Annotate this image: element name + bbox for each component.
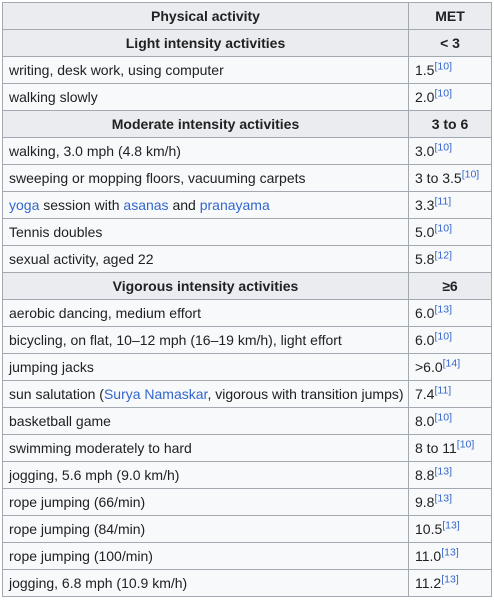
activity-cell	[3, 543, 409, 570]
activity-text: jumping jacks	[9, 359, 94, 375]
activity-text: sexual activity, aged 22	[9, 251, 154, 267]
activity-text: walking, 3.0 mph (4.8 km/h)	[9, 143, 181, 159]
activity-link[interactable]: pranayama	[199, 197, 270, 213]
met-value: 10.5	[415, 521, 443, 537]
reference-link[interactable]: [13]	[442, 519, 460, 532]
reference-link[interactable]: [10]	[434, 411, 452, 424]
met-value-cell	[409, 219, 492, 246]
section-header-row	[3, 111, 492, 138]
section-header-row	[3, 273, 492, 300]
met-value: 6.0	[415, 305, 435, 321]
activity-link[interactable]: asanas	[123, 197, 169, 213]
met-value-cell	[409, 327, 492, 354]
activity-text: , vigorous with transition jumps)	[207, 386, 404, 402]
activity-text: writing, desk work, using computer	[9, 62, 224, 78]
section-title: Vigorous intensity activities	[3, 273, 409, 300]
activity-text: session with	[39, 197, 124, 213]
table-row	[3, 435, 492, 462]
activity-text: sweeping or mopping floors, vacuuming carpets	[9, 170, 306, 186]
met-value-cell	[409, 57, 492, 84]
met-value: 8.0	[415, 413, 435, 429]
met-value-cell	[409, 300, 492, 327]
table-row	[3, 219, 492, 246]
reference-link[interactable]: [13]	[434, 465, 452, 478]
table-row	[3, 300, 492, 327]
met-value: 2.0	[415, 89, 435, 105]
table-row	[3, 84, 492, 111]
met-value-cell	[409, 516, 492, 543]
met-value: 3 to 3.5	[415, 170, 462, 186]
met-value: 6.0	[415, 332, 435, 348]
reference-link[interactable]: [11]	[434, 384, 452, 397]
met-value: 8.8	[415, 467, 435, 483]
table-row	[3, 165, 492, 192]
activity-cell	[3, 165, 409, 192]
table-row	[3, 381, 492, 408]
activity-cell	[3, 408, 409, 435]
met-value-cell	[409, 543, 492, 570]
table-row	[3, 246, 492, 273]
reference-link[interactable]: [10]	[434, 87, 452, 100]
reference-link[interactable]: [13]	[434, 303, 452, 316]
reference-link[interactable]: [13]	[441, 546, 459, 559]
activity-text: walking slowly	[9, 89, 98, 105]
section-met-range: < 3	[409, 30, 492, 57]
met-value-cell	[409, 165, 492, 192]
activity-text: swimming moderately to hard	[9, 440, 192, 456]
table-row	[3, 192, 492, 219]
met-value: 3.0	[415, 143, 435, 159]
table-header-row	[3, 3, 492, 30]
met-value: >6.0	[415, 359, 443, 375]
met-value: 3.3	[415, 197, 435, 213]
activity-text: Tennis doubles	[9, 224, 103, 240]
section-title: Light intensity activities	[3, 30, 409, 57]
activity-cell	[3, 84, 409, 111]
met-value: 9.8	[415, 494, 435, 510]
table-row	[3, 57, 492, 84]
table-row	[3, 138, 492, 165]
met-value-cell	[409, 435, 492, 462]
met-value-cell	[409, 138, 492, 165]
section-met-range: ≥6	[409, 273, 492, 300]
met-value: 8 to 11	[415, 440, 457, 456]
reference-link[interactable]: [10]	[434, 141, 452, 154]
activity-cell	[3, 516, 409, 543]
activity-cell	[3, 570, 409, 597]
reference-link[interactable]: [11]	[434, 195, 452, 208]
activity-cell	[3, 462, 409, 489]
activity-text: rope jumping (84/min)	[9, 521, 146, 537]
met-value-cell	[409, 570, 492, 597]
met-value-cell	[409, 381, 492, 408]
met-value: 11.2	[415, 575, 442, 591]
activity-cell	[3, 219, 409, 246]
table-row	[3, 462, 492, 489]
table-row	[3, 408, 492, 435]
reference-link[interactable]: [13]	[441, 573, 459, 586]
activity-cell	[3, 327, 409, 354]
met-value-cell	[409, 408, 492, 435]
activity-cell	[3, 300, 409, 327]
activity-cell	[3, 138, 409, 165]
activity-cell	[3, 246, 409, 273]
activity-cell	[3, 57, 409, 84]
activity-text: sun salutation (	[9, 386, 104, 402]
table-row	[3, 543, 492, 570]
section-header-row	[3, 30, 492, 57]
reference-link[interactable]: [10]	[461, 168, 480, 181]
met-value: 1.5	[415, 62, 435, 78]
activity-cell	[3, 435, 409, 462]
activity-text: jogging, 6.8 mph (10.9 km/h)	[9, 575, 188, 591]
table-row	[3, 354, 492, 381]
table-row	[3, 489, 492, 516]
reference-link[interactable]: [13]	[434, 492, 452, 505]
reference-link[interactable]: [10]	[434, 222, 452, 235]
met-table	[2, 2, 492, 597]
table-row	[3, 570, 492, 597]
reference-link[interactable]: [14]	[442, 357, 461, 370]
met-value: 5.8	[415, 251, 435, 267]
section-met-range: 3 to 6	[409, 111, 492, 138]
table-row	[3, 327, 492, 354]
met-value: 11.0	[415, 548, 442, 564]
activity-text: jogging, 5.6 mph (9.0 km/h)	[9, 467, 180, 483]
reference-link[interactable]: [10]	[456, 438, 475, 451]
met-value-cell	[409, 192, 492, 219]
reference-link[interactable]: [12]	[434, 249, 452, 262]
activity-link[interactable]: Surya Namaskar	[103, 386, 208, 402]
header-met: MET	[409, 3, 492, 30]
activity-text: basketball game	[9, 413, 111, 429]
met-value-cell	[409, 84, 492, 111]
activity-text: and	[168, 197, 200, 213]
activity-cell	[3, 192, 409, 219]
activity-text: rope jumping (66/min)	[9, 494, 146, 510]
activity-cell	[3, 354, 409, 381]
met-value-cell	[409, 462, 492, 489]
reference-link[interactable]: [10]	[434, 60, 452, 73]
activity-text: rope jumping (100/min)	[9, 548, 153, 564]
activity-text: bicycling, on flat, 10–12 mph (16–19 km/h), light effort	[9, 332, 342, 348]
table-body	[3, 30, 492, 597]
met-value-cell	[409, 489, 492, 516]
section-title: Moderate intensity activities	[3, 111, 409, 138]
activity-cell	[3, 381, 409, 408]
met-value: 7.4	[415, 386, 435, 402]
met-value: 5.0	[415, 224, 435, 240]
activity-text: aerobic dancing, medium effort	[9, 305, 201, 321]
reference-link[interactable]: [10]	[434, 330, 452, 343]
met-value-cell	[409, 354, 492, 381]
activity-cell	[3, 489, 409, 516]
met-value-cell	[409, 246, 492, 273]
activity-link[interactable]: yoga	[9, 197, 40, 213]
table-row	[3, 516, 492, 543]
header-physical-activity: Physical activity	[3, 3, 409, 30]
